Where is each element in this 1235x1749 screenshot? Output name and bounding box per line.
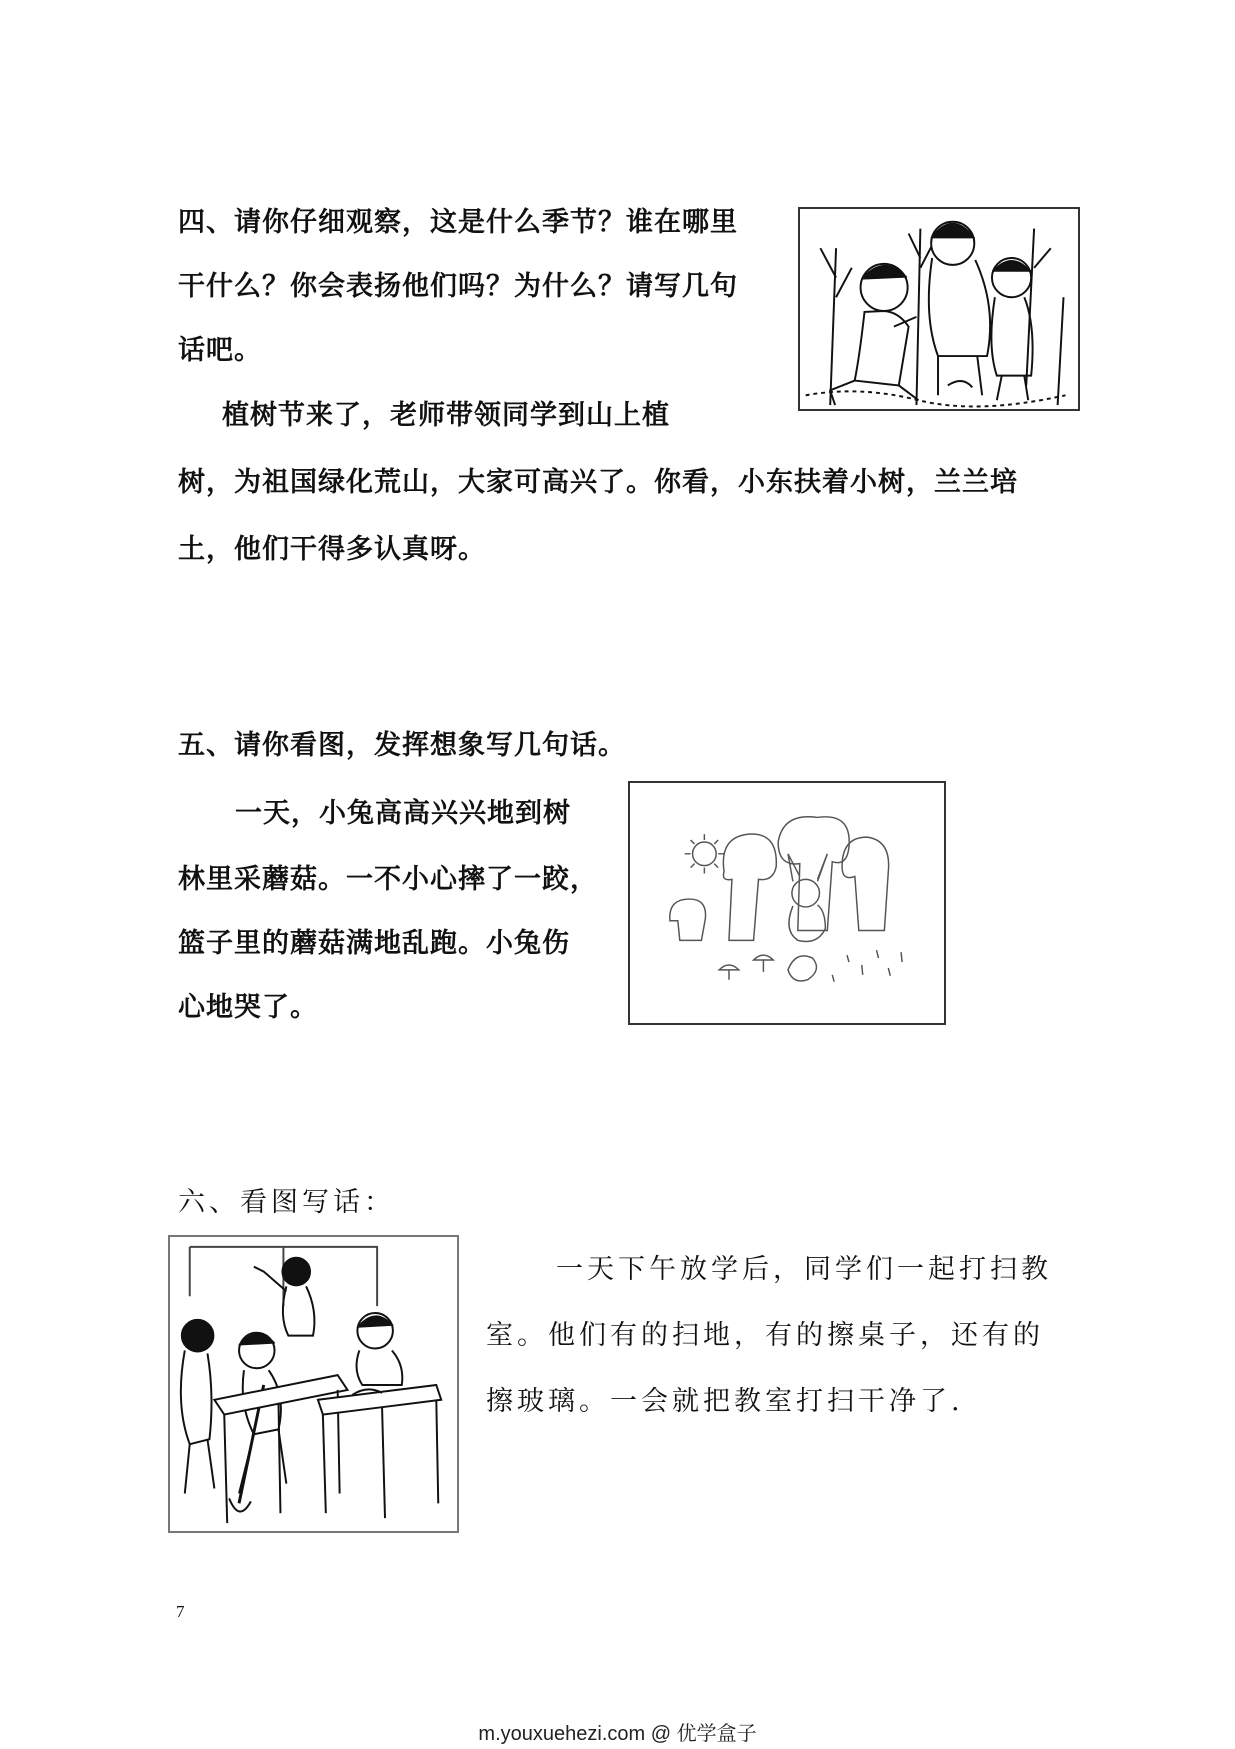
section5-answer-line-3: 篮子里的蘑菇满地乱跑。小兔伤 bbox=[178, 928, 570, 959]
section6-question: 六、看图写话： bbox=[178, 1187, 395, 1218]
section4-question-line-3: 话吧。 bbox=[178, 335, 262, 366]
page-number: 7 bbox=[176, 1602, 185, 1621]
section6-answer-line-2: 室。他们有的扫地，有的擦桌子，还有的 bbox=[486, 1320, 1044, 1351]
rabbit-mushroom-drawing bbox=[630, 783, 944, 1023]
footer-watermark: m.youxuehezi.com @ 优学盒子 bbox=[478, 1723, 757, 1745]
section4-question-line-1: 四、请你仔细观察，这是什么季节？谁在哪里 bbox=[178, 207, 738, 238]
rabbit-mushroom-illustration bbox=[628, 781, 946, 1025]
section4-answer-line-1: 植树节来了，老师带领同学到山上植 bbox=[222, 400, 670, 431]
section5-question: 五、请你看图，发挥想象写几句话。 bbox=[178, 730, 626, 761]
section4-question-line-2: 干什么？你会表扬他们吗？为什么？请写几句 bbox=[178, 271, 738, 302]
section6-answer-line-3: 擦玻璃。一会就把教室打扫干净了. bbox=[486, 1386, 964, 1417]
tree-planting-illustration bbox=[798, 207, 1080, 411]
section5-answer-line-4: 心地哭了。 bbox=[178, 992, 318, 1023]
classroom-cleaning-illustration bbox=[168, 1235, 459, 1533]
section6-answer-line-1: 一天下午放学后，同学们一起打扫教 bbox=[556, 1254, 1052, 1285]
tree-planting-drawing bbox=[800, 209, 1078, 409]
classroom-cleaning-drawing bbox=[170, 1237, 457, 1531]
section4-answer-line-2: 树，为祖国绿化荒山，大家可高兴了。你看，小东扶着小树，兰兰培 bbox=[178, 467, 1018, 498]
section5-answer-line-2: 林里采蘑菇。一不小心摔了一跤， bbox=[178, 864, 598, 895]
section5-answer-line-1: 一天，小兔高高兴兴地到树 bbox=[235, 798, 571, 829]
section4-answer-line-3: 土，他们干得多认真呀。 bbox=[178, 534, 486, 565]
